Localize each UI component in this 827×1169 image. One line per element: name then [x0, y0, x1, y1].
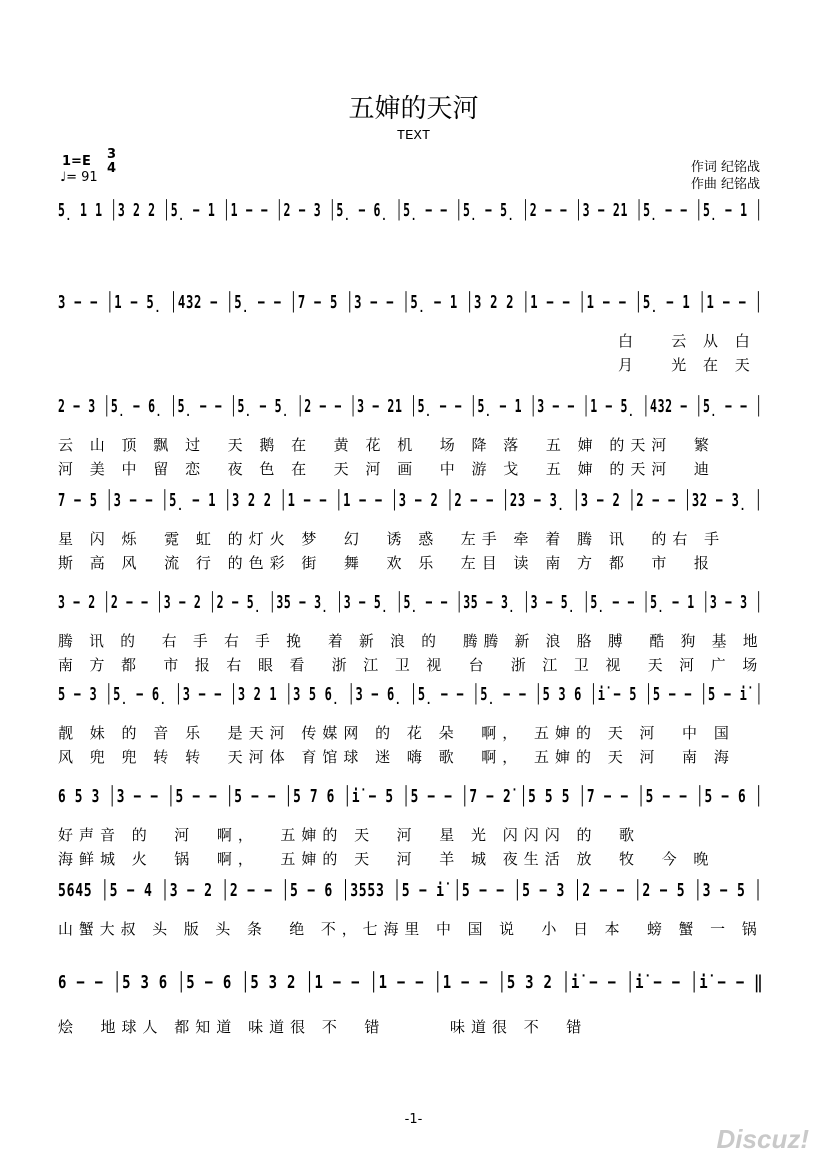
- notation-line: 3 − 2 │2 − − │3 − 2 │2 − 5̣ │35 − 3̣ │3 − 5̣ │5̣ − − │35 − 3̣ │3 − 5̣ │5̣ − − │5̣ − 1 │3 − 3 │: [58, 592, 763, 613]
- page-number: -1-: [404, 1112, 423, 1127]
- notation-line: 5645 │5 − 4 │3 − 2 │2 − − │5 − 6 │3553 │5 − i̇ │5 − − │5 − 3 │2 − − │2 − 5 │3 − 5 │: [58, 880, 763, 901]
- subtitle: TEXT: [396, 128, 431, 144]
- lyric-line: 月 光 在 天: [58, 356, 756, 374]
- watermark: Discuz!: [716, 1124, 809, 1154]
- lyricist-credit: 作词 纪铭战: [690, 160, 760, 175]
- composer-credit: 作曲 纪铭战: [690, 177, 760, 192]
- time-signature-bottom: 4: [107, 161, 117, 176]
- lyric-line: 山蟹大叔 头 版 头 条 绝 不，七海里 中 国 说 小 日 本 螃 蟹 一 锅: [58, 920, 763, 938]
- time-signature: [107, 148, 116, 176]
- lyric-line: 靓 妹 的 音 乐 是天河 传媒网 的 花 朵 啊， 五婶的 天 河 中 国: [58, 724, 735, 742]
- notation-line: 6 5 3 │3 − − │5 − − │5 − − │5 7 6 │i̇ − 5 │5 − − │7 − 2̇ │5 5 5 │7 − − │5 − − │5 − 6 │: [58, 786, 764, 807]
- notation-line: 5 − 3 │5̣ − 6̣ │3 − − │3 2 1 │3 5 6̣ │3 − 6̣ │5̣ − − │5̣ − − │5 3 6 │i̇ − 5 │5 − − │5 − i̇ │: [58, 684, 764, 705]
- notation-line: 2 − 3 │5̣ − 6̣ │5̣ − − │5̣ − 5̣ │2 − − │3 − 21 │5̣ − − │5̣ − 1 │3 − − │1 − 5̣ │432 − │5̣ − − │: [58, 396, 763, 417]
- lyric-line: 风 兜 兜 转 转 天河体 育馆球 迷 嗨 歌 啊， 五婶的 天 河 南 海: [58, 748, 735, 766]
- lyric-line: 海鲜城 火 锅 啊， 五婶的 天 河 羊 城 夜生活 放 牧 今 晚: [58, 850, 715, 868]
- notation-line: 5̣ 1 1 │3 2 2 │5̣ − 1 │1 − − │2 − 3 │5̣ − 6̣ │5̣ − − │5̣ − 5̣ │2 − − │3 − 21 │5̣ − − │5̣ − 1 │: [58, 200, 763, 221]
- time-signature-top: 3: [107, 147, 117, 162]
- song-title: 五婶的天河: [348, 94, 479, 124]
- lyric-line: 云 山 顶 飘 过 天 鹅 在 黄 花 机 场 降 落 五 婶 的天河 繁: [58, 436, 715, 454]
- notation-line: 7 − 5 │3 − − │5̣ − 1 │3 2 2 │1 − − │1 − − │3 − 2 │2 − − │23 − 3̣ │3 − 2 │2 − − │32 − 3̣ │: [58, 490, 763, 511]
- key-signature: 1=E: [62, 154, 91, 169]
- lyric-line: 腾 讯 的 右 手 右 手 挽 着 新 浪 的 腾腾 新 浪 胳 膊 酷 狗 基 地: [58, 632, 764, 650]
- notation-line: 6 − − │5 3 6 │5 − 6 │5 3 2 │1 − − │1 − − │1 − − │5 3 2 │i̇ − − │i̇ − − │i̇ − − ‖: [58, 972, 764, 993]
- lyric-line: 河 美 中 留 恋 夜 色 在 天 河 画 中 游 戈 五 婶 的天河 迪: [58, 460, 715, 478]
- tempo-marking: ♩= 91: [60, 170, 98, 185]
- lyric-line: 烩 地球人 都知道 味道很 不 错 味道很 不 错: [58, 1018, 588, 1036]
- lyric-line: 斯 高 风 流 行 的色彩 街 舞 欢 乐 左目 读 南 方 都 市 报: [58, 554, 715, 572]
- lyric-line: 好声音 的 河 啊， 五婶的 天 河 星 光 闪闪闪 的 歌: [58, 826, 641, 844]
- lyric-line: 白 云 从 白: [58, 332, 756, 350]
- lyric-line: 星 闪 烁 霓 虹 的灯火 梦 幻 诱 惑 左手 牵 着 腾 讯 的右 手: [58, 530, 726, 548]
- notation-line: 3 − − │1 − 5̣ │432 − │5̣ − − │7 − 5 │3 − − │5̣ − 1 │3 2 2 │1 − − │1 − − │5̣ − 1 │1 − − │: [58, 292, 763, 313]
- lyric-line: 南 方 都 市 报 右 眼 看 浙 江 卫 视 台 浙 江 卫 视 天 河 广 场: [58, 656, 764, 674]
